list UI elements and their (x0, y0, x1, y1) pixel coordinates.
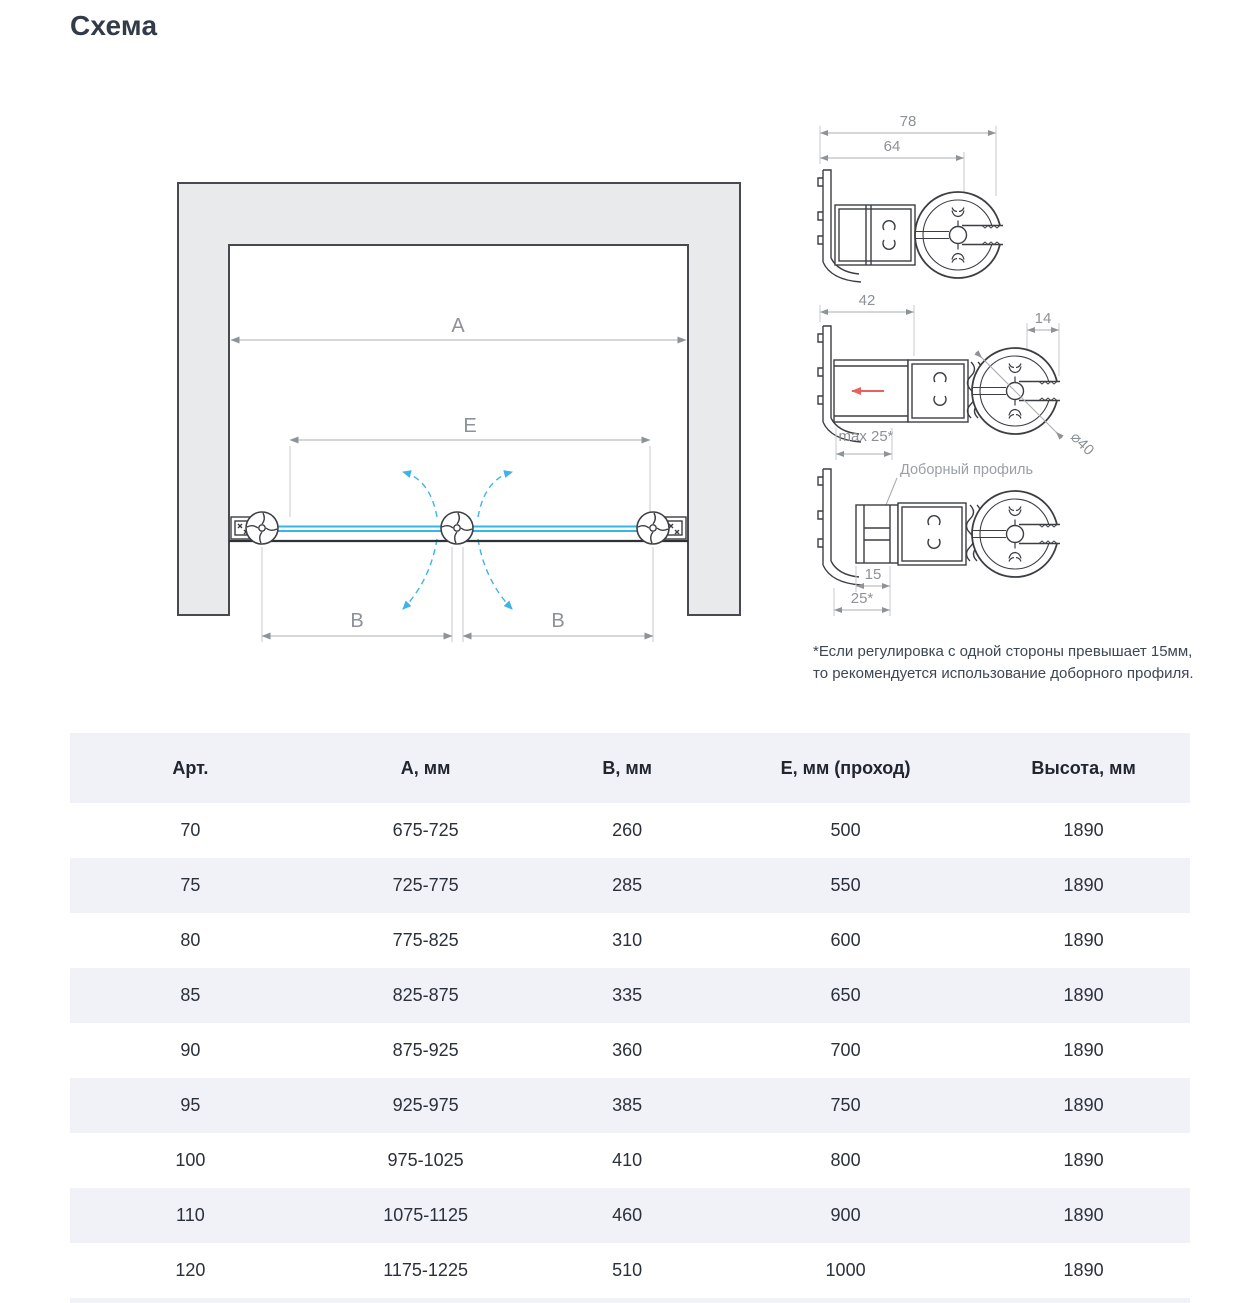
header-cell: Арт. (172, 757, 209, 778)
detail-bottom (818, 462, 1061, 616)
table-cell: 925-975 (392, 1095, 459, 1115)
dim-dia40-label: ⌀40 (1067, 428, 1098, 459)
table-cell: 335 (612, 985, 643, 1005)
table-cell: 285 (612, 875, 643, 895)
table-cell: 1890 (1063, 1040, 1104, 1060)
table-cell: 900 (830, 1205, 861, 1225)
dimension-e-label: E (463, 415, 477, 437)
dim-25-label: 25* (850, 590, 874, 607)
table-cell: 750 (830, 1095, 861, 1115)
table-cell: 70 (180, 820, 201, 840)
table-cell: 510 (612, 1260, 643, 1280)
dim-42-label: 42 (858, 292, 876, 309)
table-cell: 260 (612, 820, 643, 840)
table-cell: 500 (830, 820, 861, 840)
table-cell: 825-875 (392, 985, 459, 1005)
dimension-e (290, 415, 650, 517)
table-cell: 600 (830, 930, 861, 950)
table-cell: 1890 (1063, 985, 1104, 1005)
table-cell: 1075-1125 (383, 1205, 468, 1225)
header-cell: А, мм (400, 757, 451, 778)
header-cell: Е, мм (проход) (780, 757, 911, 778)
detail-top (818, 113, 1004, 282)
table-cell: 975-1025 (387, 1150, 464, 1170)
table-next-row-partial (70, 1298, 1190, 1303)
header-cell: Высота, мм (1031, 757, 1136, 778)
header-cell: В, мм (602, 757, 652, 778)
table-cell: 95 (180, 1095, 201, 1115)
table-cell: 650 (830, 985, 861, 1005)
spec-table (70, 733, 1190, 1303)
table-cell: 1000 (825, 1260, 866, 1280)
spec-table-body (70, 803, 1190, 1298)
detail-middle (818, 292, 1097, 460)
table-row (70, 968, 1190, 1023)
table-cell: 1890 (1063, 1095, 1104, 1115)
table-cell: 1890 (1063, 875, 1104, 895)
page-title: Схема (70, 10, 158, 41)
table-row (70, 803, 1190, 858)
table-cell: 90 (180, 1040, 201, 1060)
dim-78-label: 78 (899, 113, 917, 130)
dimension-b-left-label: B (350, 610, 364, 632)
dimension-b-left (262, 547, 452, 642)
dim-15-label: 15 (864, 566, 882, 583)
table-cell: 360 (612, 1040, 643, 1060)
table-cell: 675-725 (392, 820, 459, 840)
table-row (70, 1133, 1190, 1188)
table-row (70, 1188, 1190, 1243)
table-cell: 80 (180, 930, 201, 950)
table-cell: 1890 (1063, 930, 1104, 950)
table-cell: 1890 (1063, 1205, 1104, 1225)
footnote-line2: то рекомендуется использование доборного профиля. (813, 664, 1194, 682)
table-cell: 120 (175, 1260, 206, 1280)
footnote (813, 641, 1194, 684)
extension-profile-label: Доборный профиль (900, 462, 1034, 478)
table-cell: 875-925 (392, 1040, 459, 1060)
table-row (70, 1078, 1190, 1133)
table-cell: 1175-1225 (383, 1260, 468, 1280)
table-row (70, 1023, 1190, 1078)
table-cell: 725-775 (392, 875, 459, 895)
table-cell: 1890 (1063, 1260, 1104, 1280)
table-cell: 410 (612, 1150, 643, 1170)
door-scheme-drawing (160, 165, 760, 665)
dim-64-label: 64 (883, 138, 901, 155)
dimension-a (231, 315, 686, 340)
table-cell: 85 (180, 985, 201, 1005)
footnote-line1: *Если регулировка с одной стороны превышает 15мм, (813, 643, 1193, 660)
table-cell: 1890 (1063, 1150, 1104, 1170)
table-cell: 775-825 (392, 930, 459, 950)
dimension-b-right (463, 547, 653, 642)
table-cell: 100 (175, 1150, 206, 1170)
table-cell: 385 (612, 1095, 643, 1115)
profile-details-drawing (790, 108, 1220, 643)
dim-14-label: 14 (1034, 310, 1052, 327)
dimension-b-right-label: B (551, 610, 565, 632)
table-cell: 460 (612, 1205, 643, 1225)
table-cell: 800 (830, 1150, 861, 1170)
spec-table-header (70, 733, 1190, 803)
table-cell: 550 (830, 875, 861, 895)
table-cell: 700 (830, 1040, 861, 1060)
table-row (70, 858, 1190, 913)
table-row (70, 913, 1190, 968)
table-cell: 310 (612, 930, 643, 950)
table-cell: 1890 (1063, 820, 1104, 840)
table-cell: 75 (180, 875, 201, 895)
table-cell: 110 (176, 1205, 205, 1225)
dimension-a-label: A (451, 315, 465, 337)
table-row (70, 1243, 1190, 1298)
dim-max25-label: max 25* (838, 428, 894, 445)
